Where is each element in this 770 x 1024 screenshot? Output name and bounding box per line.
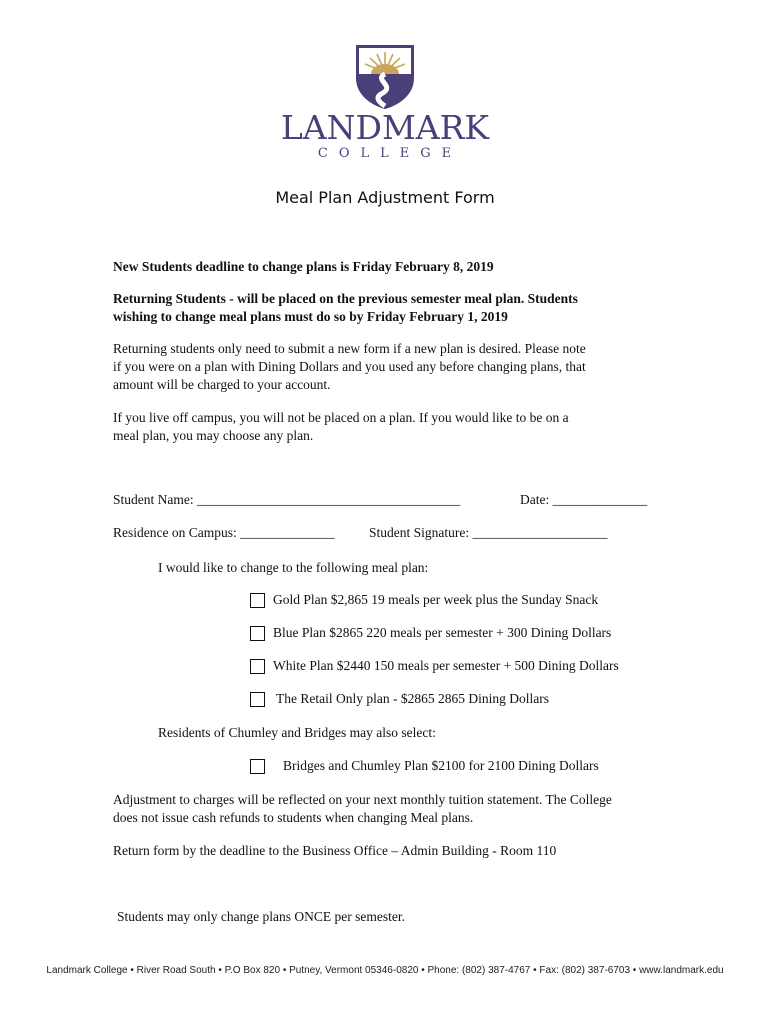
- paragraph-off-campus: [113, 409, 673, 445]
- plan-option-white[interactable]: [250, 658, 619, 674]
- notice-returning-line1: Returning Students - will be placed on the previous semester meal plan. Students: [113, 291, 578, 306]
- return-instructions: Return form by the deadline to the Business Office – Admin Building - Room 110: [113, 843, 557, 858]
- checkbox[interactable]: [250, 759, 265, 774]
- plan-label: Blue Plan $2865 220 meals per semester + 300 Dining Dollars: [273, 625, 612, 640]
- paragraph-line: Returning students only need to submit a new form if a new plan is desired. Please note: [113, 341, 586, 356]
- student-name-field[interactable]: Student Name: _______________________________________: [113, 492, 461, 507]
- paragraph-line: amount will be charged to your account.: [113, 377, 331, 392]
- residence-field[interactable]: Residence on Campus: ______________: [113, 525, 335, 540]
- notice-returning: [113, 290, 673, 326]
- checkbox[interactable]: [250, 692, 265, 707]
- plan-label: Gold Plan $2,865 19 meals per week plus the Sunday Snack: [273, 592, 599, 607]
- paragraph-returning-info: [113, 340, 673, 394]
- signature-field[interactable]: Student Signature: ____________________: [369, 525, 608, 540]
- notice-new-students: New Students deadline to change plans is Friday February 8, 2019: [113, 259, 494, 274]
- plan-label: Bridges and Chumley Plan $2100 for 2100 Dining Dollars: [283, 758, 599, 773]
- checkbox[interactable]: [250, 659, 265, 674]
- residents-intro: Residents of Chumley and Bridges may also select:: [158, 725, 436, 740]
- plan-intro: I would like to change to the following meal plan:: [158, 560, 429, 575]
- paragraph-line: meal plan, you may choose any plan.: [113, 428, 314, 443]
- plan-label: White Plan $2440 150 meals per semester + 500 Dining Dollars: [273, 658, 619, 673]
- paragraph-line: If you live off campus, you will not be placed on a plan. If you would like to be on a: [113, 410, 569, 425]
- paragraph-line: Adjustment to charges will be reflected on your next monthly tuition statement. The College: [113, 792, 612, 807]
- paragraph-adjustment: [113, 791, 713, 827]
- checkbox[interactable]: [250, 626, 265, 641]
- paragraph-line: does not issue cash refunds to students when changing Meal plans.: [113, 810, 474, 825]
- paragraph-line: if you were on a plan with Dining Dollars and you used any before changing plans, that: [113, 359, 586, 374]
- date-field[interactable]: Date: ______________: [520, 492, 648, 507]
- page-title: Meal Plan Adjustment Form: [275, 188, 495, 207]
- notice-returning-line2: wishing to change meal plans must do so by Friday February 1, 2019: [113, 309, 508, 324]
- logo-wordmark: LANDMARK: [280, 108, 490, 147]
- checkbox[interactable]: [250, 593, 265, 608]
- plan-option-blue[interactable]: [250, 625, 611, 641]
- plan-option-retail[interactable]: [250, 691, 549, 707]
- plan-option-gold[interactable]: [250, 592, 598, 608]
- once-per-semester-note: Students may only change plans ONCE per semester.: [117, 909, 405, 924]
- footer-contact: Landmark College • River Road South • P.O Box 820 • Putney, Vermont 05346-0820 • Phone: (802) 387-4767 • Fax: (802) 387-6703 • www.landmark.edu: [46, 965, 724, 976]
- plan-option-bridges-chumley[interactable]: [250, 758, 599, 774]
- plan-label: The Retail Only plan - $2865 2865 Dining Dollars: [276, 691, 549, 706]
- logo-subtitle: COLLEGE: [317, 146, 463, 161]
- shield-icon: [355, 44, 415, 110]
